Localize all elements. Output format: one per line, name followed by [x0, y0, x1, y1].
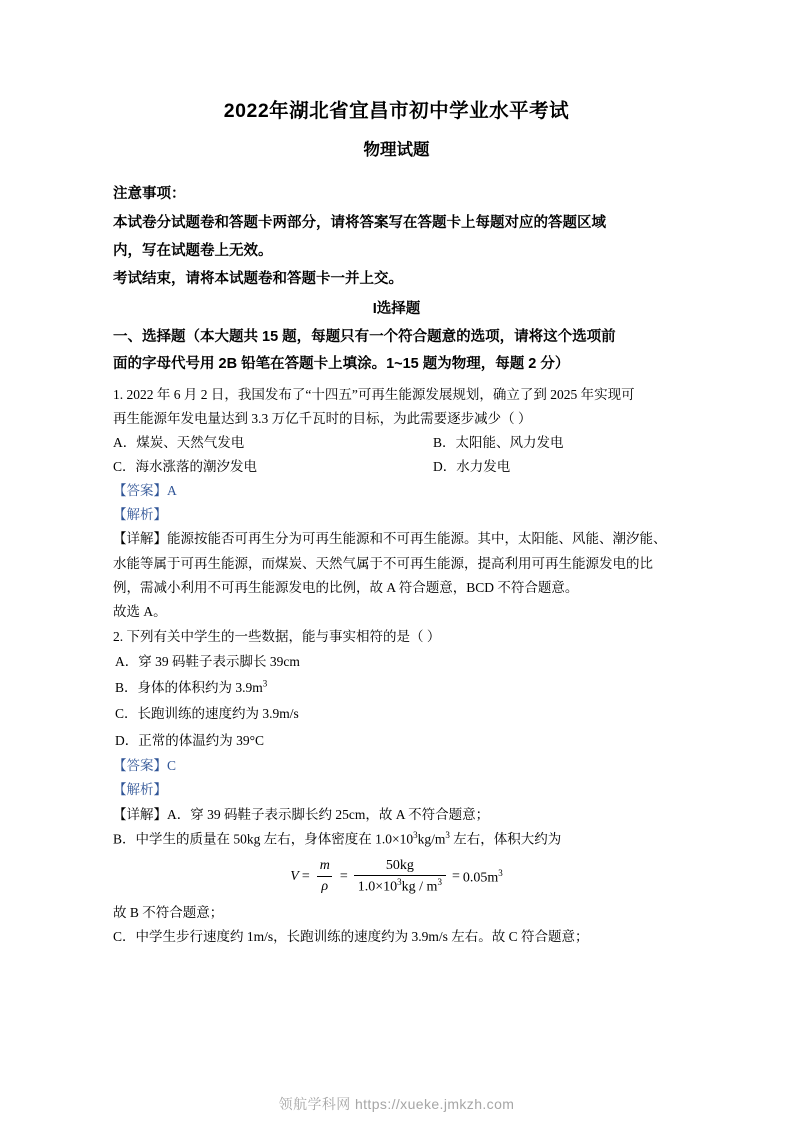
formula-volume [113, 858, 680, 897]
formula-fraction-2 [354, 858, 446, 897]
section-head-line-1: 一、选择题（本大题共 15 题，每题只有一个符合题意的选项，请将这个选项前 [113, 328, 616, 345]
question-1-option-b[interactable]: B．太阳能、风力发电 [433, 434, 564, 450]
exp-b-part-2: kg/m [417, 831, 446, 847]
formula-numerator-1: m [319, 858, 330, 874]
question-2 [113, 625, 680, 950]
notice-label: 注意事项： [113, 186, 186, 203]
formula-equals-2: = [339, 869, 348, 885]
question-1-options-row-1 [113, 431, 680, 455]
question-2-option-b[interactable] [113, 675, 680, 701]
notice-line-1: 本试卷分试题卷和答题卡两部分，请将答案写在答题卡上每题对应的答题区域 [113, 214, 606, 231]
question-2-explanation-b [113, 827, 680, 852]
question-1 [113, 383, 680, 625]
page-title: 2022年湖北省宜昌市初中学业水平考试 [223, 100, 570, 122]
question-1-option-d[interactable]: D．水力发电 [433, 458, 511, 474]
question-2-answer: 【答案】C [113, 757, 177, 773]
question-1-explanation-line-4: 故选 A。 [113, 604, 167, 620]
exp-b-part-1: B．中学生的质量在 50kg 左右，身体密度在 1.0×10 [113, 831, 414, 847]
notice-line-2: 内，写在试题卷上无效。 [113, 242, 273, 259]
question-1-explanation-line-2: 水能等属于可再生能源，而煤炭、天然气属于不可再生能源，提高利用可再生能源发电的比 [113, 555, 653, 571]
section-label: I选择题 [372, 301, 421, 318]
formula-denominator-1: ρ [317, 876, 332, 896]
page-subtitle: 物理试题 [363, 141, 430, 160]
formula-equals-1: = [301, 869, 310, 885]
question-2-option-b-text: B．身体的体积约为 3.9m [115, 679, 263, 695]
den2-part-2: kg / m [401, 880, 438, 896]
formula-result-sup: 3 [498, 867, 503, 878]
question-2-option-c[interactable]: C．长跑训练的速度约为 3.9m/s [115, 706, 299, 722]
question-1-stem-line-1: 1. 2022 年 6 月 2 日，我国发布了“十四五”可再生能源发展规划，确立了到 2025 年实现可 [113, 386, 635, 402]
exp-b-sup-1: 3 [413, 829, 418, 840]
question-1-stem-line-2: 再生能源年发电量达到 3.3 万亿千瓦时的目标，为此需要逐步减少（ ） [113, 410, 532, 426]
question-2-option-a[interactable]: A．穿 39 码鞋子表示脚长 39cm [115, 653, 300, 669]
question-1-options-row-2 [113, 455, 680, 479]
notice-line-3: 考试结束，请将本试题卷和答题卡一并上交。 [113, 271, 403, 288]
footer-watermark: 领航学科网 https://xueke.jmkzh.com [278, 1096, 515, 1112]
formula-equals-3: = [451, 869, 460, 885]
exp-b-sup-2: 3 [445, 829, 450, 840]
question-2-stem: 2. 下列有关中学生的一些数据，能与事实相符的是（ ） [113, 628, 441, 644]
question-1-explanation-tag: 【解析】 [113, 507, 167, 523]
den2-part-1: 1.0×10 [357, 880, 398, 896]
formula-numerator-2: 50kg [385, 857, 414, 873]
den2-sup-2: 3 [437, 877, 442, 888]
question-2-explanation-b-conclusion: 故 B 不符合题意； [113, 904, 224, 920]
section-head-line-2: 面的字母代号用 2B 铅笔在答题卡上填涂。1~15 题为物理，每题 2 分） [113, 356, 570, 373]
question-2-option-d[interactable]: D．正常的体温约为 39°C [115, 732, 265, 748]
formula-result-text: 0.05m [462, 870, 499, 886]
formula-denominator-2 [354, 875, 446, 896]
question-2-explanation-a: 【详解】A．穿 39 码鞋子表示脚长约 25cm，故 A 不符合题意； [113, 806, 490, 822]
question-2-explanation-c: C．中学生步行速度约 1m/s，长跑训练的速度约为 3.9m/s 左右。故 C 符合题意； [113, 928, 589, 944]
question-2-option-b-exponent: 3 [262, 678, 268, 689]
exp-b-part-3: 左右，体积大约为 [449, 831, 562, 847]
formula-result [463, 868, 503, 887]
question-1-option-c[interactable]: C．海水涨落的潮汐发电 [113, 458, 258, 474]
question-1-explanation-line-3: 例，需减小利用不可再生能源发电的比例，故 A 符合题意，BCD 不符合题意。 [113, 580, 579, 596]
formula-fraction-1 [316, 858, 334, 895]
formula-lhs: V [290, 869, 299, 885]
question-1-answer: 【答案】A [113, 482, 177, 498]
question-2-explanation-tag: 【解析】 [113, 782, 167, 798]
den2-sup-1: 3 [397, 877, 402, 888]
question-1-option-a[interactable]: A．煤炭、天然气发电 [113, 434, 245, 450]
question-1-explanation-line-1: 【详解】能源按能否可再生分为可再生能源和不可再生能源。其中，太阳能、风能、潮汐能、 [113, 531, 667, 547]
